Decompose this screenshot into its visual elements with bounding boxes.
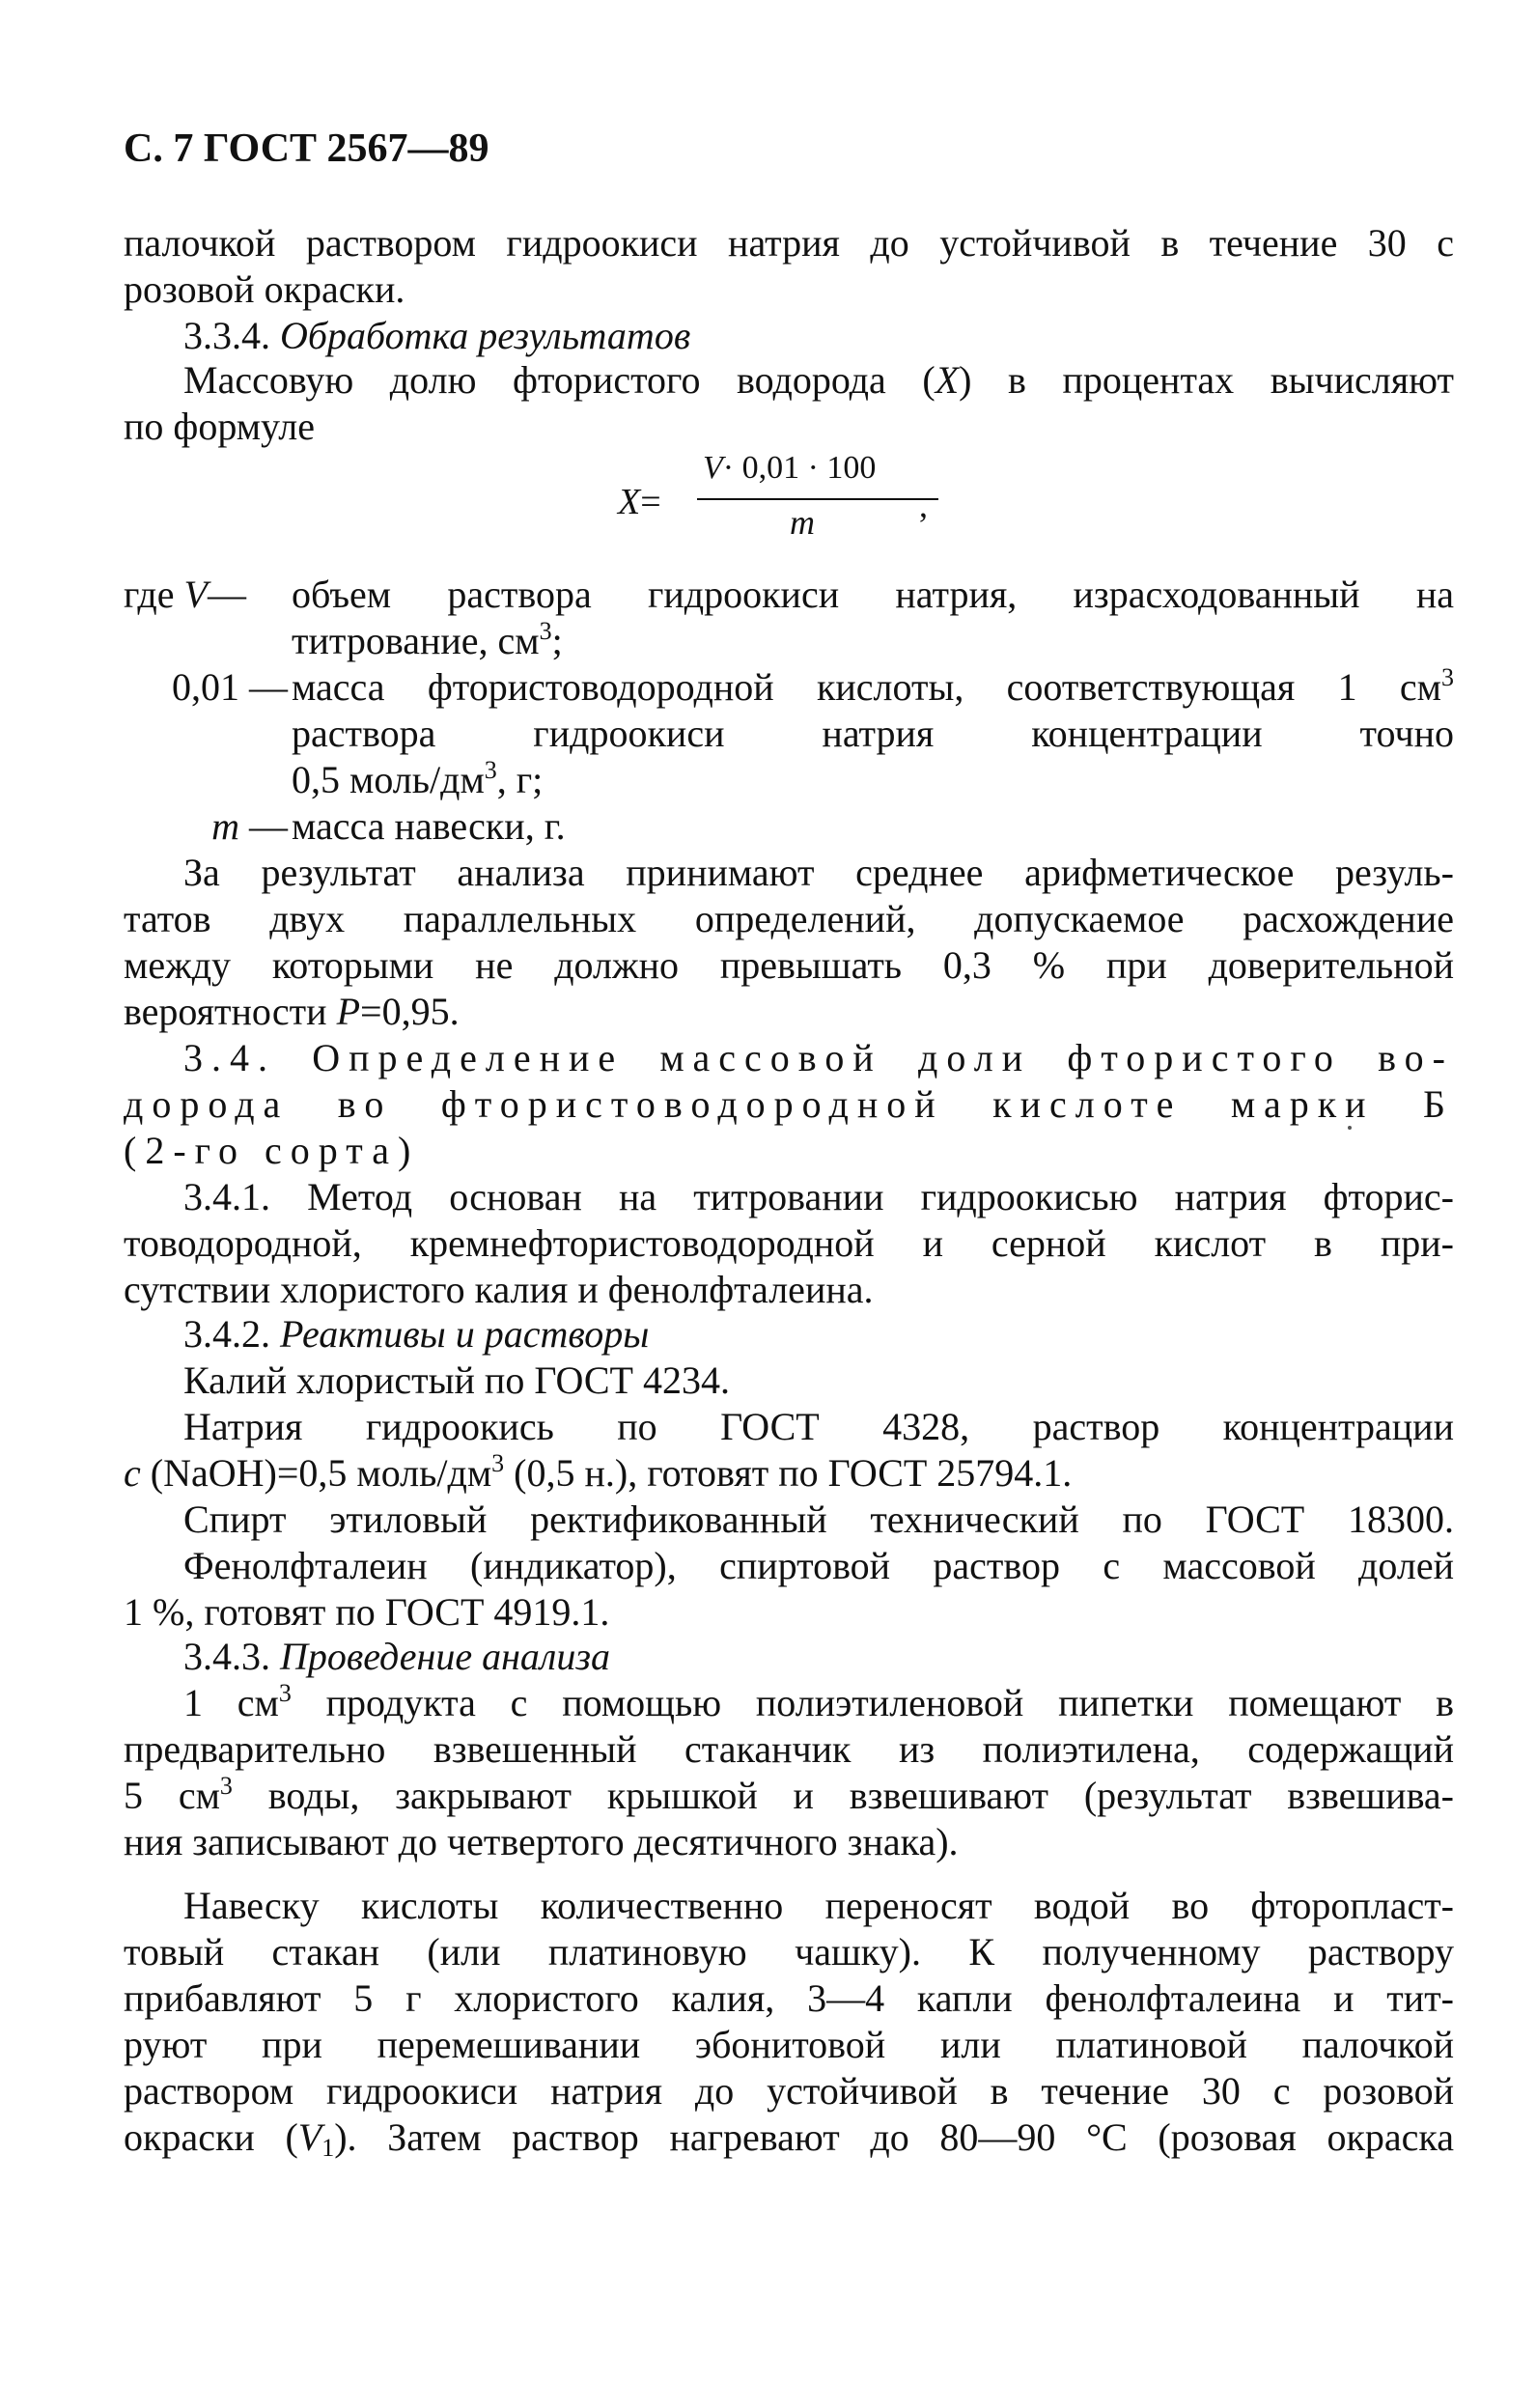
formula-var: V	[703, 450, 723, 486]
definition-text	[292, 664, 1454, 711]
formula-lhs	[618, 481, 661, 523]
definition-label	[126, 803, 288, 850]
text-line: товодородной, кремнефтористоводородной и серной кислот в при-	[124, 1221, 1454, 1265]
text-fragment: ;	[551, 619, 563, 662]
text-fragment: ). Затем раствор нагревают до 80—90 °С (розовая окраска	[334, 2115, 1454, 2159]
text-fragment: где	[124, 573, 175, 616]
text-fragment: 0,5 моль/дм	[292, 758, 485, 801]
text-line	[124, 1773, 1454, 1819]
definition-text: масса навески, г.	[292, 804, 566, 848]
section-heading-3-4: (2-го сорта)	[124, 1129, 420, 1172]
text-fragment: воды, закрывают крышкой и взвешивают (результат взвешива-	[232, 1774, 1454, 1817]
text-line: Навеску кислоты количественно переносят водой во фторопласт-	[183, 1884, 1454, 1927]
superscript: 3	[278, 1679, 292, 1707]
text-line	[124, 989, 1454, 1035]
text-fragment: вероятности	[124, 990, 337, 1033]
text-line: предварительно взвешенный стаканчик из полиэтилена, содержащий	[124, 1727, 1454, 1771]
superscript: 3	[219, 1772, 233, 1800]
section-heading-3-4: дорода во фтористоводородной кислоте марки Б	[124, 1082, 1454, 1126]
text-line: раствором гидроокиси натрия до устойчивой в течение 30 с розовой	[124, 2069, 1454, 2113]
text-line: Калий хлористый по ГОСТ 4234.	[183, 1358, 730, 1402]
superscript: 3	[539, 617, 552, 645]
text-line: прибавляют 5 г хлористого калия, 3—4 капли фенолфталеина и тит-	[124, 1976, 1454, 2020]
subsection-title: Реактивы и растворы	[280, 1312, 650, 1356]
text-line	[183, 357, 1454, 404]
definition-text: объем раствора гидроокиси натрия, израсходованный на	[292, 573, 1454, 616]
subsection-title: Обработка результатов	[280, 314, 691, 357]
text-line: татов двух параллельных определений, допускаемое расхождение	[124, 897, 1454, 940]
subsection-number: 3.4.2.	[183, 1312, 270, 1356]
text-line	[183, 1680, 1454, 1726]
section-heading-3-4: 3.4. Определение массовой доли фтористого во-	[183, 1036, 1454, 1079]
text-line	[124, 2114, 1454, 2161]
fraction-bar	[697, 498, 938, 500]
text-fragment: —	[249, 804, 288, 848]
definition-label	[124, 572, 246, 618]
variable: V	[183, 573, 208, 616]
superscript: 3	[491, 1449, 505, 1477]
formula-numerator	[703, 450, 876, 487]
variable: V	[297, 2115, 322, 2159]
subsection-heading-3-4-3	[183, 1634, 610, 1680]
text-fragment: продукта с помощью полиэтиленовой пипетки помещают в	[291, 1681, 1454, 1724]
formula-comma: ,	[919, 486, 928, 524]
formula-denominator: m	[790, 503, 815, 542]
text-fragment: окраски (	[124, 2115, 298, 2159]
text-fragment: 5 см	[124, 1774, 220, 1817]
text-line: 3.4.1. Метод основан на титровании гидроокисью натрия фторис-	[183, 1175, 1454, 1218]
text-line: За результат анализа принимают среднее арифметическое резуль-	[183, 851, 1454, 894]
subsection-title: Проведение анализа	[280, 1635, 610, 1678]
subsection-heading-3-4-2	[183, 1311, 649, 1358]
formula-var: X	[618, 482, 641, 522]
variable: X	[935, 358, 960, 402]
text-fragment: Массовую долю фтористого водорода (	[183, 358, 936, 402]
text-line: палочкой раствором гидроокиси натрия до устойчивой в течение 30 с	[124, 221, 1454, 265]
text-line: Натрия гидроокись по ГОСТ 4328, раствор концентрации	[183, 1405, 1454, 1448]
text-fragment: , г;	[496, 758, 544, 801]
definition-text	[292, 757, 1454, 803]
definition-text: раствора гидроокиси натрия концентрации точно	[292, 712, 1454, 755]
variable: P	[336, 990, 361, 1033]
text-fragment: (NaOH)=0,5 моль/дм	[140, 1451, 492, 1495]
variable: m	[211, 804, 239, 848]
text-fragment: ) в процентах вычисляют	[959, 358, 1454, 402]
superscript: 3	[484, 756, 497, 784]
subscript: 1	[321, 2134, 335, 2162]
text-line: между которыми не должно превышать 0,3 % при доверительной	[124, 943, 1454, 987]
subsection-heading-3-3-4	[183, 313, 690, 359]
text-line: товый стакан (или платиновую чашку). К полученному раствору	[124, 1930, 1454, 1974]
definition-label: 0,01 —	[172, 665, 288, 709]
text-line: руют при перемешивании эбонитовой или платиновой палочкой	[124, 2023, 1454, 2066]
formula-equals: =	[640, 482, 661, 522]
definition-text	[292, 618, 1454, 664]
text-fragment: (0,5 н.), готовят по ГОСТ 25794.1.	[504, 1451, 1073, 1495]
superscript: 3	[1441, 663, 1454, 691]
text-line: розовой окраски.	[124, 267, 405, 311]
text-line: 1 %, готовят по ГОСТ 4919.1.	[124, 1590, 610, 1634]
text-fragment: =0,95.	[360, 990, 460, 1033]
text-fragment: масса фтористоводородной кислоты, соответствующая 1 см	[292, 665, 1441, 709]
text-line: по формуле	[124, 405, 315, 448]
text-fragment: титрование, см	[292, 619, 540, 662]
text-line: Спирт этиловый ректификованный технический по ГОСТ 18300.	[183, 1498, 1454, 1541]
text-line	[124, 1450, 1454, 1497]
text-line: сутствии хлористого калия и фенолфталеина.	[124, 1268, 874, 1311]
text-line: ния записывают до четвертого десятичного знака).	[124, 1820, 959, 1863]
page-header: С. 7 ГОСТ 2567—89	[124, 126, 489, 171]
subsection-number: 3.4.3.	[183, 1635, 270, 1678]
text-fragment: —	[207, 573, 246, 616]
print-speck	[1348, 1126, 1352, 1130]
subsection-number: 3.3.4.	[183, 314, 270, 357]
variable: c	[124, 1451, 141, 1495]
formula-numerator-rest: · 0,01 · 100	[722, 450, 877, 486]
formula	[618, 446, 946, 562]
text-fragment: 1 см	[183, 1681, 279, 1724]
text-line: Фенолфталеин (индикатор), спиртовой раствор с массовой долей	[183, 1544, 1454, 1587]
